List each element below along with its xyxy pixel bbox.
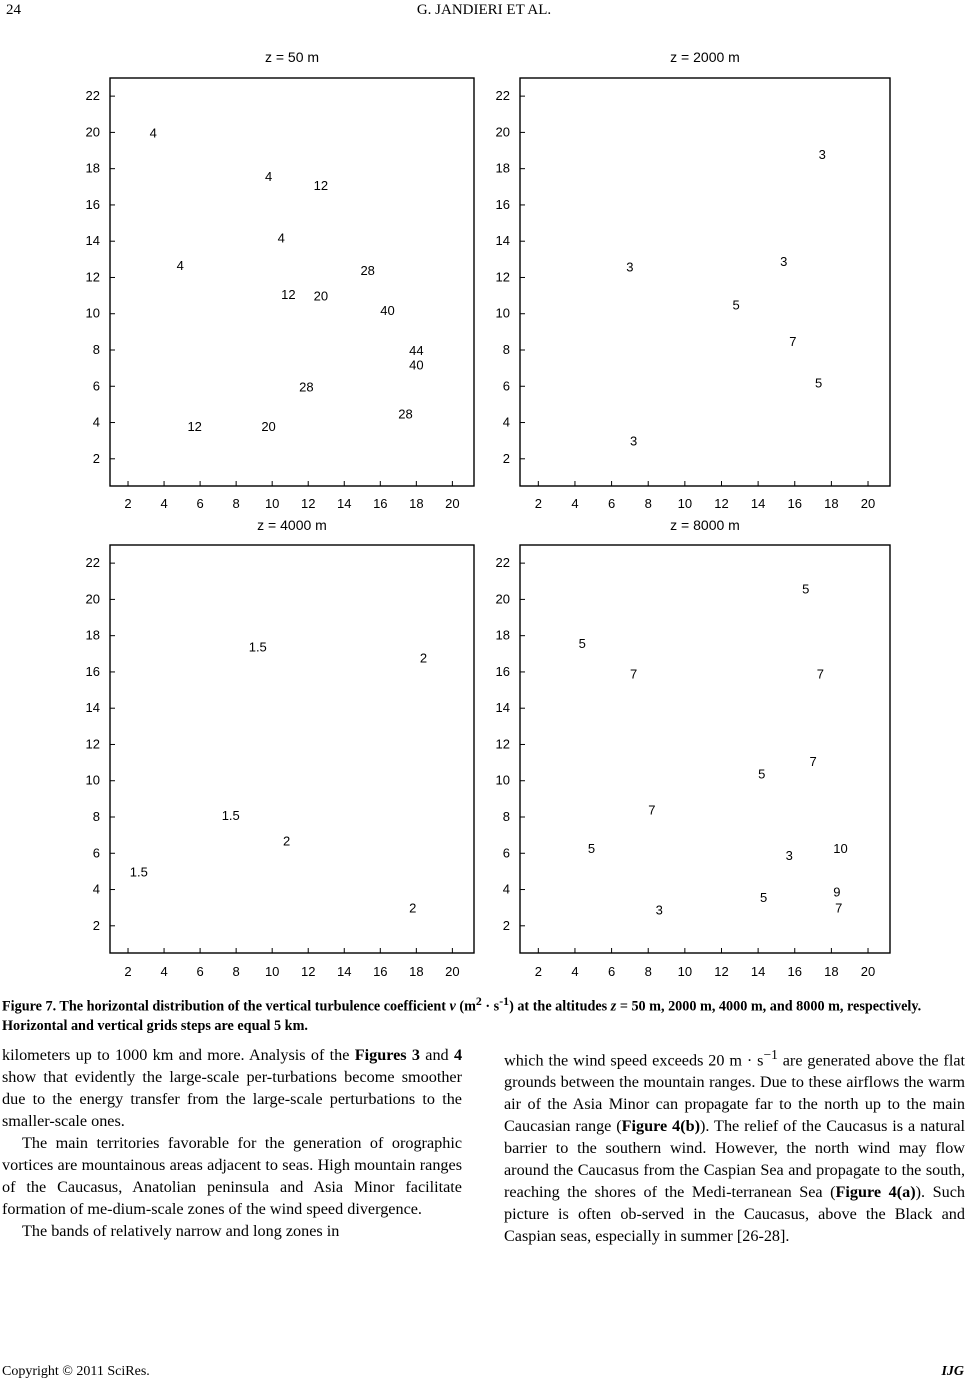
contour-label: 5	[759, 889, 768, 905]
y-tick-label: 14	[85, 233, 100, 249]
caption-sup: 2	[475, 994, 482, 1008]
x-tick-label: 10	[264, 964, 280, 979]
y-tick-label: 2	[502, 917, 510, 933]
contour-label: 10	[833, 840, 848, 856]
y-tick-label: 20	[495, 124, 510, 140]
y-tick-label: 10	[85, 305, 100, 321]
contour-label: 12	[313, 177, 329, 193]
text: show that evidently the large-scale per-turbations become smoother due to the energy transfer from the large-scale perturbations to the smaller-scale ones.	[2, 1068, 462, 1130]
contour-label: 3	[626, 259, 634, 275]
x-tick-label: 18	[409, 496, 424, 511]
contour-label: 12	[187, 419, 202, 435]
y-tick-label: 12	[85, 269, 100, 285]
x-tick-label: 14	[337, 964, 352, 979]
x-tick-label: 4	[160, 496, 168, 511]
y-tick-label: 12	[85, 736, 100, 752]
contour-label: 40	[380, 303, 395, 319]
x-tick-label: 18	[824, 964, 839, 979]
caption-text: ) at the altitudes	[509, 998, 611, 1015]
caption-text: (m	[455, 998, 476, 1015]
running-header: G. JANDIERI ET AL.	[416, 2, 552, 18]
y-tick-label: 22	[495, 555, 510, 571]
panel-title: z = 2000 m	[670, 49, 740, 65]
y-tick-label: 12	[495, 736, 510, 752]
panel-title: z = 50 m	[264, 49, 320, 65]
x-tick-label: 2	[124, 496, 132, 511]
x-tick-label: 6	[196, 964, 204, 979]
footer-journal: IJG	[941, 1364, 964, 1379]
contour-label: 1.5	[248, 639, 267, 655]
caption-symbol: ν	[449, 998, 456, 1015]
x-tick-label: 6	[607, 964, 616, 979]
x-tick-label: 12	[714, 964, 729, 979]
contour-label: 5	[587, 840, 596, 856]
contour-label: 2	[419, 650, 428, 666]
figure-caption	[2, 992, 966, 1036]
x-tick-label: 10	[677, 496, 693, 511]
contour-label: 7	[835, 900, 843, 916]
x-tick-label: 4	[571, 496, 579, 511]
y-tick-label: 18	[495, 627, 510, 643]
y-tick-label: 8	[92, 809, 100, 824]
panel-frame	[110, 545, 474, 953]
contour-label: 5	[814, 375, 823, 391]
y-tick-label: 16	[495, 663, 510, 679]
y-tick-label: 20	[85, 591, 100, 607]
x-tick-label: 18	[824, 496, 839, 511]
contour-label: 3	[655, 902, 663, 918]
x-tick-label: 20	[860, 496, 876, 511]
x-tick-label: 2	[124, 964, 132, 979]
contour-label: 28	[398, 406, 413, 422]
y-tick-label: 6	[502, 845, 510, 861]
contour-label: 2	[282, 833, 291, 849]
contour-label: 20	[313, 288, 329, 304]
y-tick-label: 4	[502, 881, 510, 897]
caption-sup: -1	[499, 994, 510, 1008]
contour-label: 4	[277, 230, 285, 246]
y-tick-label: 10	[495, 772, 510, 788]
x-tick-label: 8	[644, 964, 652, 979]
x-tick-label: 10	[264, 496, 280, 511]
panel-frame	[110, 78, 474, 486]
x-tick-label: 16	[373, 496, 388, 511]
y-tick-label: 14	[85, 700, 100, 716]
contour-label: 1.5	[129, 864, 148, 880]
x-tick-label: 4	[160, 964, 168, 979]
body-column-right	[504, 1044, 965, 1247]
footer-copyright: Copyright © 2011 SciRes.	[2, 1364, 150, 1379]
contour-label: 7	[809, 753, 817, 769]
x-tick-label: 14	[750, 964, 766, 979]
y-tick-label: 8	[502, 809, 510, 824]
y-tick-label: 16	[495, 196, 510, 212]
y-tick-label: 12	[495, 269, 510, 285]
y-tick-label: 22	[85, 555, 100, 571]
contour-label: 5	[578, 635, 586, 651]
body-column-left	[2, 1044, 462, 1242]
contour-label: 28	[360, 263, 375, 279]
x-tick-label: 6	[607, 496, 616, 511]
panel-z50	[86, 49, 474, 511]
contour-label: 1.5	[221, 808, 240, 824]
figure-ref[interactable]: Figure 4(a)	[835, 1183, 916, 1202]
figure-ref[interactable]: Figure 4(b)	[621, 1117, 701, 1136]
caption-text: Figure 7. The horizontal distribution of the vertical turbulence coefficient	[2, 998, 450, 1015]
y-tick-label: 6	[502, 378, 510, 394]
caption-symbol: z	[610, 998, 617, 1015]
y-tick-label: 2	[92, 917, 100, 933]
figure-ref[interactable]: 4	[453, 1046, 463, 1064]
y-tick-label: 8	[92, 342, 100, 357]
y-tick-label: 22	[495, 88, 510, 104]
x-tick-label: 18	[409, 964, 424, 979]
panel-z2000	[496, 49, 890, 511]
x-tick-label: 8	[644, 496, 652, 511]
contour-label: 20	[261, 419, 276, 435]
paragraph: The main territories favorable for the generation of orographic vortices are mountainous areas adjacent to seas. High mountain ranges of the Caucasus, Anatolian peninsula and Asia Minor facilitate formation of me-dium-scale zones of the wind speed divergence.	[2, 1134, 462, 1218]
x-tick-label: 14	[750, 496, 766, 511]
y-tick-label: 20	[85, 124, 100, 140]
y-tick-label: 18	[495, 160, 510, 176]
contour-label: 9	[833, 884, 841, 900]
contour-label: 3	[629, 433, 638, 449]
x-tick-label: 20	[445, 964, 460, 979]
contour-label: 7	[629, 666, 638, 682]
contour-label: 5	[732, 297, 740, 313]
x-tick-label: 4	[571, 964, 579, 979]
contour-label: 3	[818, 147, 826, 163]
text: ). Such picture is often ob-served in the Caucasus, above the Black and Caspian seas, especially in summer [26-28].	[504, 1183, 966, 1246]
panel-title: z = 4000 m	[257, 517, 327, 533]
y-tick-label: 4	[92, 414, 100, 430]
caption-text: = 50 m, 2000 m, 4000 m, and 8000 m, respectively. Horizontal and vertical grids steps are equal 5 km.	[2, 998, 922, 1034]
y-tick-label: 10	[85, 772, 100, 788]
y-tick-label: 6	[92, 378, 100, 394]
x-tick-label: 16	[787, 964, 802, 979]
x-tick-label: 6	[196, 496, 204, 511]
y-tick-label: 16	[85, 663, 100, 679]
y-tick-label: 2	[92, 450, 100, 466]
y-tick-label: 18	[85, 627, 100, 643]
contour-label: 5	[802, 581, 810, 597]
y-tick-label: 14	[495, 700, 510, 716]
x-tick-label: 20	[445, 496, 460, 511]
panel-z4000	[86, 517, 474, 979]
x-tick-label: 14	[337, 496, 352, 511]
x-tick-label: 8	[232, 964, 240, 979]
paragraph	[2, 1044, 462, 1132]
x-tick-label: 16	[373, 964, 388, 979]
y-tick-label: 10	[495, 305, 510, 321]
x-tick-label: 8	[232, 496, 240, 511]
contour-label: 44	[409, 343, 424, 358]
paragraph	[504, 1044, 965, 1247]
x-tick-label: 16	[787, 496, 802, 511]
contour-label: 4	[149, 125, 157, 141]
contour-label: 4	[264, 168, 273, 184]
panel-frame	[520, 78, 890, 486]
y-tick-label: 6	[92, 845, 100, 861]
contour-label: 7	[789, 333, 797, 349]
panel-z8000	[496, 517, 890, 979]
panel-title: z = 8000 m	[670, 517, 740, 533]
x-tick-label: 2	[534, 964, 542, 979]
x-tick-label: 12	[300, 964, 316, 979]
text: ). The relief of the Caucasus is a natural barrier to the southern wind. However, the north wind may flow around the Caucasus from the Caspian Sea and propagate to the south, reaching the shores of the Medi-terranean Sea (	[504, 1117, 966, 1202]
text: and	[419, 1046, 454, 1064]
y-tick-label: 20	[495, 591, 510, 607]
text: which the wind speed exceeds 20 m · s	[504, 1051, 764, 1070]
contour-label: 2	[409, 900, 417, 916]
y-tick-label: 4	[92, 881, 100, 897]
page-number: 24	[6, 2, 21, 18]
x-tick-label: 12	[300, 496, 316, 511]
contour-label: 7	[816, 666, 825, 682]
superscript: −1	[763, 1047, 778, 1062]
y-tick-label: 14	[495, 233, 510, 249]
x-tick-label: 20	[860, 964, 876, 979]
caption-text: · s	[481, 998, 500, 1015]
contour-label: 3	[785, 848, 793, 864]
contour-label: 3	[780, 254, 788, 270]
text: kilometers up to 1000 km and more. Analysis of the	[2, 1046, 355, 1064]
text: are generated above the flat grounds between the mountain ranges. Due to these airflows the warm air of the Asia Minor can propagate far to the north up to the main Caucasian range (	[504, 1051, 966, 1136]
y-tick-label: 16	[85, 196, 100, 212]
contour-label: 5	[758, 766, 766, 782]
y-tick-label: 2	[502, 450, 510, 466]
contour-label: 12	[281, 286, 296, 302]
contour-label: 28	[299, 379, 314, 395]
x-tick-label: 10	[677, 964, 693, 979]
y-tick-label: 8	[502, 342, 510, 357]
paragraph: The bands of relatively narrow and long zones in	[22, 1222, 340, 1240]
contour-label: 7	[648, 802, 656, 818]
y-tick-label: 18	[85, 160, 100, 176]
x-tick-label: 2	[534, 496, 542, 511]
contour-label: 40	[409, 357, 424, 373]
figure-ref[interactable]: Figures 3	[354, 1046, 420, 1064]
y-tick-label: 22	[85, 88, 100, 104]
contour-label: 4	[176, 257, 184, 273]
y-tick-label: 4	[502, 414, 510, 430]
x-tick-label: 12	[714, 496, 729, 511]
